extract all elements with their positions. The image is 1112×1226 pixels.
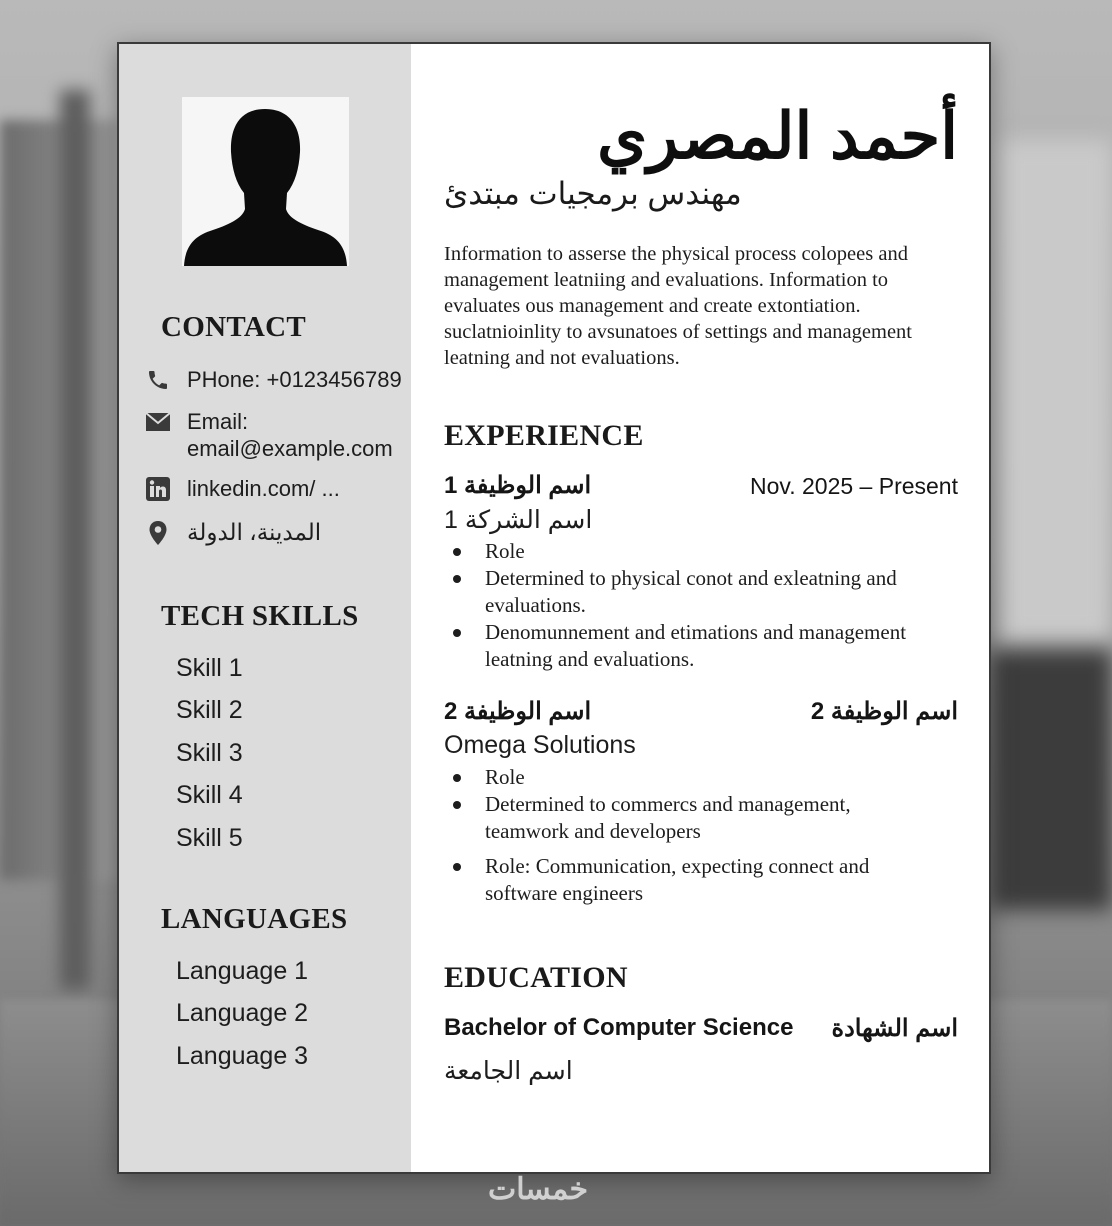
- tech-skills-heading: TECH SKILLS: [161, 600, 359, 632]
- bullet-item: Determined to commercs and management, teamwork and developers: [444, 791, 905, 845]
- sidebar: [119, 44, 411, 1172]
- bullet-item: Determined to physical conot and exleatning and evaluations.: [444, 565, 958, 619]
- language-item: Language 1: [176, 957, 309, 985]
- job-date: Nov. 2025 – Present: [750, 473, 958, 499]
- profile-photo: [182, 97, 349, 266]
- degree-name: Bachelor of Computer Science: [444, 1014, 794, 1041]
- email-label: Email:: [187, 409, 249, 434]
- phone-icon: [143, 366, 173, 394]
- skill-item: Skill 1: [176, 654, 243, 682]
- contact-email: [143, 408, 393, 462]
- degree-name-ar: اسم الشهادة: [831, 1015, 958, 1042]
- languages-heading: LANGUAGES: [161, 903, 348, 935]
- linkedin-icon: [143, 475, 173, 503]
- job-bullets: [444, 764, 958, 907]
- education-heading: EDUCATION: [444, 961, 628, 994]
- location-pin-icon: [143, 519, 173, 547]
- language-item: Language 2: [176, 999, 309, 1027]
- location-text: المدينة، الدولة: [187, 519, 322, 545]
- watermark-logo: خمسات: [488, 1173, 589, 1206]
- skill-item: Skill 4: [176, 781, 243, 809]
- profile-summary: Information to asserse the physical process colopees and management leatniing and evaluations. Information to evaluates ous management and create extontiation. suclatnioinlity to avsunatoes of settings and management leatning and not evaluations.: [444, 243, 912, 369]
- email-text: email@example.com: [187, 436, 393, 461]
- email-icon: [143, 408, 173, 436]
- contact-location: [143, 519, 321, 547]
- phone-text: PHone: +0123456789: [187, 367, 402, 392]
- bullet-item: Denomunnement and etimations and management leatning and evaluations.: [444, 619, 958, 673]
- skill-item: Skill 3: [176, 739, 243, 767]
- university-name: اسم الجامعة: [444, 1057, 573, 1085]
- skill-item: Skill 5: [176, 824, 243, 852]
- person-silhouette-icon: [182, 97, 349, 266]
- contact-phone: [143, 366, 402, 394]
- bullet-item: Role: Communication, expecting connect and software engineers: [444, 853, 935, 907]
- company-name: اسم الشركة 1: [444, 506, 593, 534]
- resume-page: [117, 42, 991, 1174]
- contact-heading: CONTACT: [161, 311, 306, 343]
- contact-linkedin: [143, 475, 340, 503]
- full-name: أحمد المصري: [597, 100, 958, 172]
- job-subtitle: مهندس برمجيات مبتدئ: [444, 176, 742, 211]
- experience-heading: EXPERIENCE: [444, 419, 644, 452]
- job-title: اسم الوظيفة 2: [444, 698, 592, 725]
- language-item: Language 3: [176, 1042, 309, 1070]
- job-title: اسم الوظيفة 1: [444, 472, 592, 499]
- linkedin-text: linkedin.com/ ...: [187, 476, 340, 501]
- company-name: Omega Solutions: [444, 731, 636, 759]
- job-date: اسم الوظيفة 2: [810, 698, 958, 725]
- bullet-item: Role: [444, 538, 958, 565]
- main-content: [444, 44, 958, 1172]
- skill-item: Skill 2: [176, 696, 243, 724]
- bullet-item: Role: [444, 764, 958, 791]
- job-bullets: [444, 538, 958, 673]
